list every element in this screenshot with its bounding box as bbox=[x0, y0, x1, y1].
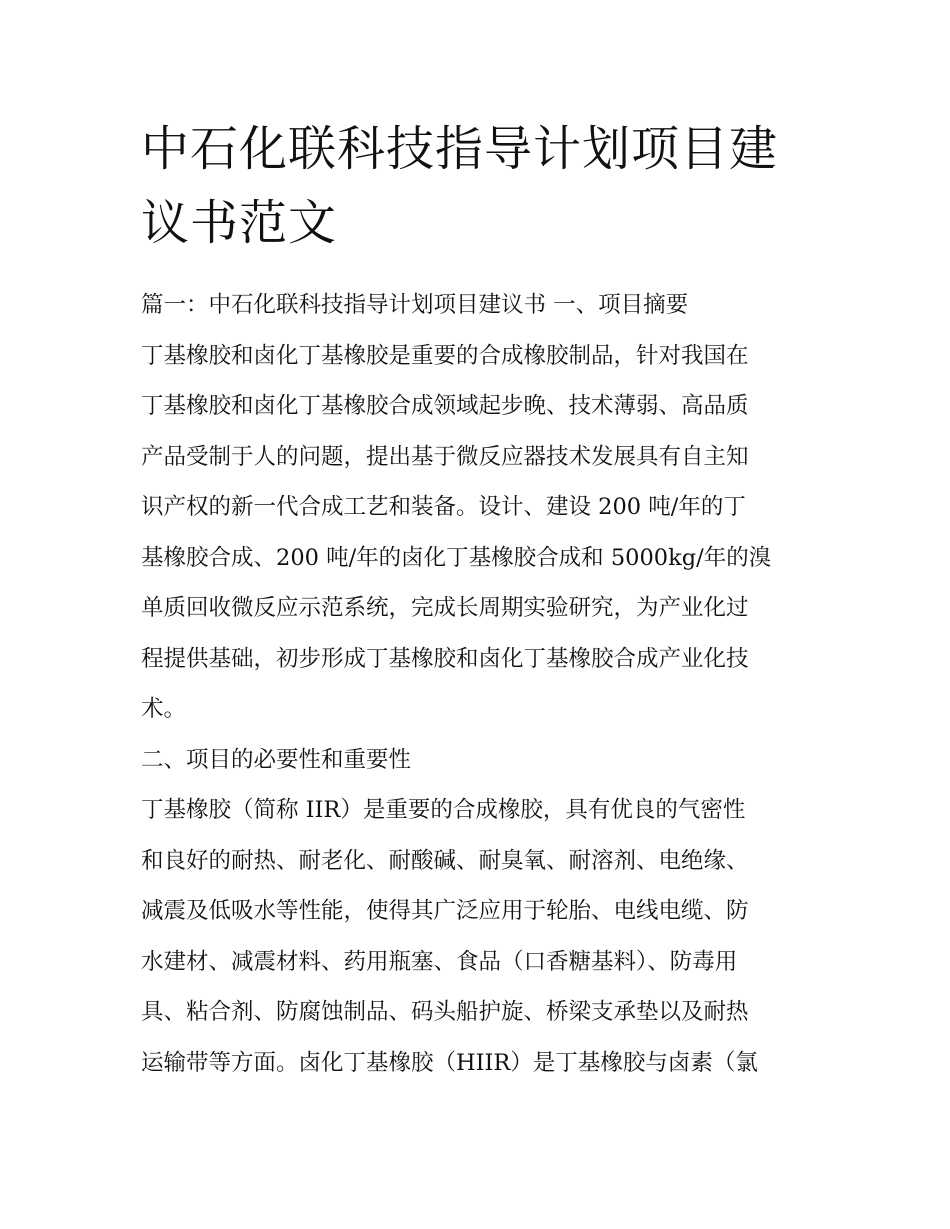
paragraph-line: 基橡胶合成、200 吨/年的卤化丁基橡胶合成和 5000kg/年的溴 bbox=[141, 544, 772, 571]
paragraph-line: 程提供基础，初步形成丁基橡胶和卤化丁基橡胶合成产业化技 bbox=[141, 645, 749, 672]
paragraph-line: 运输带等方面。卤化丁基橡胶（HIIR）是丁基橡胶与卤素（氯 bbox=[141, 1049, 758, 1076]
document-title bbox=[141, 112, 821, 260]
title-line: 议书范文 bbox=[141, 195, 338, 251]
paragraph-line: 丁基橡胶（简称 IIR）是重要的合成橡胶，具有优良的气密性 bbox=[141, 797, 746, 823]
title-line: 中石化联科技指导计划项目建 bbox=[141, 121, 779, 177]
paragraph-line: 术。 bbox=[141, 696, 187, 722]
paragraph-line: 水建材、减震材料、药用瓶塞、食品（口香糖基料）、防毒用 bbox=[141, 948, 738, 975]
paragraph-line: 产品受制于人的问题，提出基于微反应器技术发展具有自主知 bbox=[141, 443, 749, 470]
paragraph-line: 丁基橡胶和卤化丁基橡胶是重要的合成橡胶制品，针对我国在 bbox=[141, 342, 749, 369]
paragraph-line: 和良好的耐热、耐老化、耐酸碱、耐臭氧、耐溶剂、电绝缘、 bbox=[141, 847, 749, 874]
document-body bbox=[141, 280, 821, 1088]
section-heading: 篇一：中石化联科技指导计划项目建议书 一、项目摘要 bbox=[141, 292, 689, 318]
paragraph-line: 具、粘合剂、防腐蚀制品、码头船护旋、桥梁支承垫以及耐热 bbox=[141, 999, 749, 1025]
paragraph-line: 单质回收微反应示范系统，完成长周期实验研究，为产业化过 bbox=[141, 595, 749, 621]
paragraph-line: 识产权的新一代合成工艺和装备。设计、建设 200 吨/年的丁 bbox=[141, 494, 746, 520]
paragraph-line: 丁基橡胶和卤化丁基橡胶合成领域起步晚、技术薄弱、高品质 bbox=[141, 393, 749, 419]
section-heading: 二、项目的必要性和重要性 bbox=[141, 746, 412, 773]
paragraph-line: 减震及低吸水等性能，使得其广泛应用于轮胎、电线电缆、防 bbox=[141, 898, 749, 924]
